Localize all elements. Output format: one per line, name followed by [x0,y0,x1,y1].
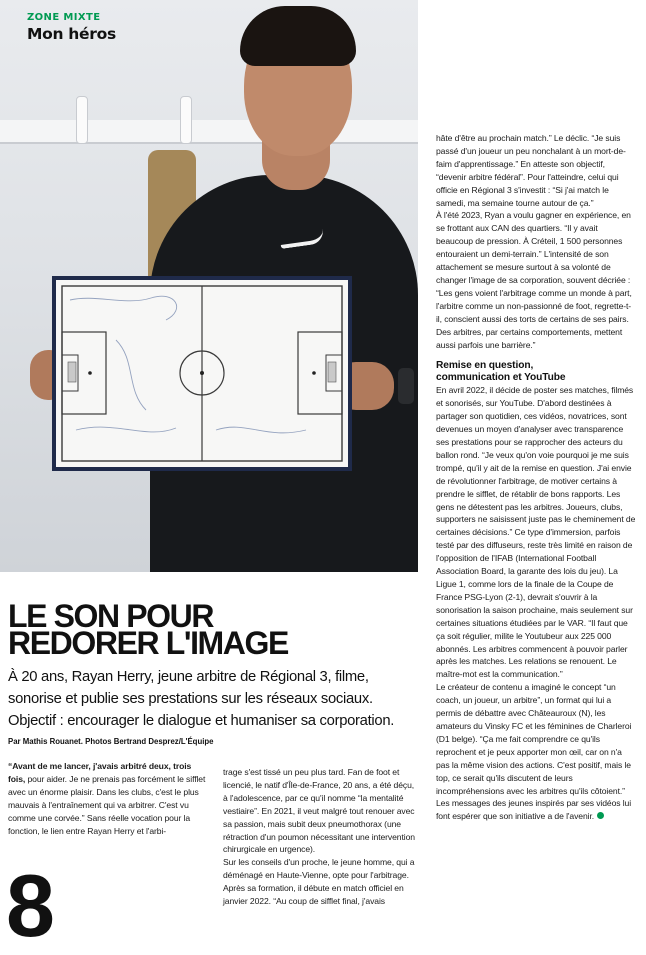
paragraph-text: pour aider. Je ne prenais pas forcément le sifflet avec un énorme plaisir. Dans les clubs, c'est le plus mauvais à l'entraînement qui va arbitrer. C'est vu comme une corvée.” Sans réelle vocation pour la fonction, le lien entre Rayan Herry et l'arbi- [8,773,206,836]
coat-rail [0,120,418,144]
text-column-2 [223,766,420,908]
subheading [436,360,636,384]
paragraph: trage s'est tissé un peu plus tard. Fan de foot et licencié, le natif d'Île-de-France, 20 ans, a été déçu, à l'adolescence, par ce qu'il nomme “la mentalité vestiaire”. En 2021, il veut malgré tout renouer avec sa passion, mais subit deux pneumothorax (une rétraction d'un poumon nécessitant une intervention chirurgicale en urgence). [223,767,415,855]
subheading-line: communication et YouTube [436,372,566,384]
paragraph [436,681,636,823]
article-byline: Par Mathis Rouanet. Photos Bertrand Desprez/L'Équipe [8,737,214,746]
end-mark-icon [597,812,604,819]
paragraph-text: Le créateur de contenu a imaginé le concept “un coach, un joueur, un arbitre”, un format qui lui a permis de débattre avec Châteauroux (N), les amateurs du Vinsky FC et les féminines de Charleroi (D1 belge). “Ça me fait comprendre ce qu'ils reprochent et je peux apporter mon œil, car on n'a pas la même vision des actions. C'est positif, mais le top, ce serait qu'ils discutent de leurs incompréhensions avec les arbitres qu'ils côtoient.” Les messages des jeunes inspirés par ses vidéos lui font espérer que son initiative a de l'avenir. [436,682,632,822]
paragraph: hâte d'être au prochain match.” Le déclic. “Je suis passé d'un joueur un peu nonchalant à un mort-de-faim d'apprentissage.” En atteste son objectif, “devenir arbitre fédéral”. Pour l'atteindre, celui qui officie en Régional 3 s'investit : “Si j'ai match le samedi, ma semaine tourne autour de ça.” [436,133,626,208]
text-column-3 [436,132,636,823]
football-pitch-drawing [56,280,348,467]
paragraph: Sur les conseils d'un proche, le jeune homme, qui a déménagé en Haute-Vienne, opte pour l'arbitrage. Après sa formation, il débute en match officiel en janvier 2022. “Au coup de sifflet final, j'avais [223,857,415,907]
page-number: 8 [6,856,52,955]
tactics-whiteboard [52,276,352,471]
player-hair [240,6,356,66]
text-column-1 [8,760,208,837]
photo-referee-with-tactics-board [0,0,418,572]
article-headline [8,598,288,661]
wristwatch [398,368,414,404]
paragraph: À l'été 2023, Ryan a voulu gagner en expérience, en se frottant aux CAN des quartiers. “Il y avait beaucoup de pression. À Créteil, 1 500 personnes entouraient un demi-terrain.” L'intensité de son attachement se mesure surtout à sa volonté de changer l'image de sa corporation, souvent décriée : “Les gens voient l'arbitrage comme un monde à part, l'arbitre comme un non-passionné de foot, regrette-t-il, conscient aussi des torts de certains de ses pairs. Des arbitres, par certains comportements, mettent aussi parfois une barrière.” [436,210,632,350]
lead-quote: “Avant de me lancer, j'avais arbitré deux, trois fois, [8,761,192,784]
paragraph [8,760,208,837]
coat-hook [76,96,88,144]
headline-line: REDORER L'IMAGE [8,625,288,661]
subheading-line: Remise en question, [436,360,534,372]
paragraph: En avril 2022, il décide de poster ses matches, filmés et sonorisés, sur YouTube. D'abord destinées à partager son quotidien, ces vidéos, novatrices, sont devenues un moyen d'analyser avec transparence ses prestations pour se rapprocher des acteurs du ballon rond. “Je veux qu'on voie pourquoi je me suis trompé, qu'il y ait de la remise en question. J'ai envie de révolutionner l'arbitrage, de motiver certains à prendre le sifflet, de rétablir de bons rapports. Les gens ne détestent pas les arbitres. Joueurs, clubs, supporters ne saisissent juste pas le cheminement de certaines décisions.” Ce type d'immersion, parfois testé par des diffuseurs, reste très limité en raison de l'opposition de l'IFAB (International Football Association Board, la garante des lois du jeu). La Ligue 1, comme lors de la finale de la Coupe de France PSG-Lyon (2-1), devrait s'ouvrir à la sonorisation la saison prochaine, mais seulement sur certaines situations étudiées par le VAR. “Il faut que ça soit régulier, milite le Youtubeur aux 225 000 abonnés. Les arbitres commencent à pouvoir parler après les matches. Les relations se renouent. Le maître-mot est la communication.” [436,385,636,680]
section-kicker: ZONE MIXTE [27,12,101,23]
coat-hook [180,96,192,144]
headline-line: LE SON POUR [8,598,214,634]
article-standfirst: À 20 ans, Rayan Herry, jeune arbitre de Régional 3, filme, sonorise et publie ses prestations sur les réseaux sociaux. Objectif : encourager le dialogue et humaniser sa corporation. [8,669,395,729]
section-rubric: Mon héros [27,25,116,43]
